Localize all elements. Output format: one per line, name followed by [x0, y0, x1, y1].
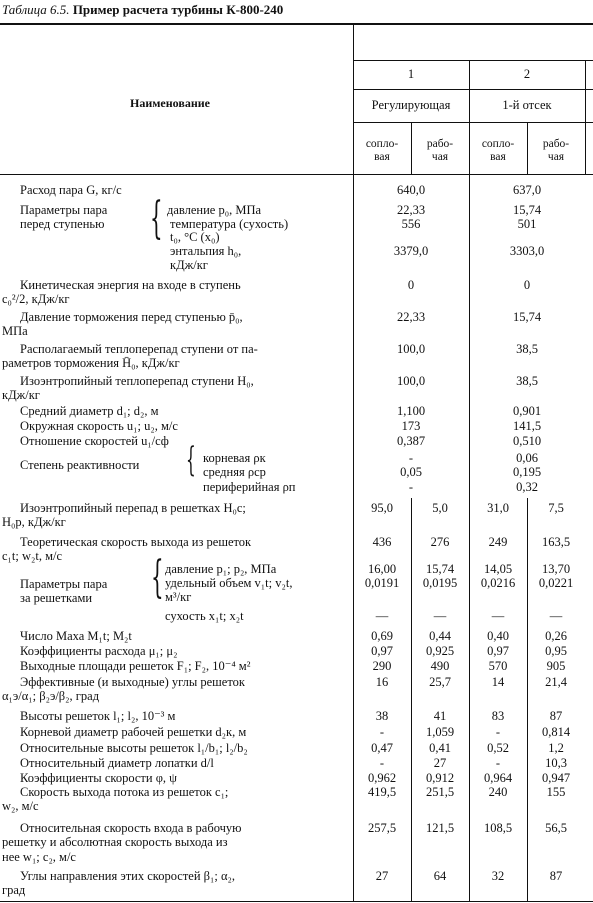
- table-cell: 108,5: [483, 821, 513, 835]
- table-label: Таблица 6.5.: [2, 2, 70, 17]
- header-rotor2-a: рабо-: [542, 138, 570, 150]
- brace-params-before: {: [150, 193, 163, 244]
- table-cell: 141,5: [512, 419, 542, 433]
- group-label: Параметры пара: [20, 577, 108, 591]
- table-cell: 38,5: [516, 342, 538, 356]
- row-label: средняя ρср: [203, 465, 266, 479]
- header-name: Наименование: [130, 96, 210, 110]
- header-stage1: Регулирующая: [371, 98, 451, 112]
- table-cell: 0,925: [425, 644, 455, 658]
- rule-v-sub2: [527, 498, 528, 901]
- table-cell: 419,5: [367, 785, 397, 799]
- rule-head-2: [353, 89, 593, 90]
- table-cell: —: [491, 609, 505, 623]
- row-label: c₁t; w₂t, м/с: [2, 549, 63, 563]
- table-cell: 0,0191: [364, 576, 400, 590]
- table-cell: 87: [549, 869, 563, 883]
- table-cell: 32: [491, 869, 505, 883]
- row-label: Эффективные (и выходные) углы решеток: [20, 675, 245, 689]
- row-label: Углы направления этих скоростей β₁; α₂,: [20, 869, 236, 883]
- row-label: Теоретическая скорость выхода из решеток: [20, 535, 252, 549]
- table-cell: 14: [491, 675, 505, 689]
- table-cell: 22,33: [396, 310, 426, 324]
- table-cell: —: [549, 609, 563, 623]
- table-cell: 0,52: [487, 741, 509, 755]
- row-label: решетку и абсолютная скорость выхода из: [2, 835, 228, 849]
- header-rotor1-a: рабо-: [426, 138, 454, 150]
- table-cell: -: [408, 480, 414, 494]
- row-label: Отношение скоростей u₁/cф: [20, 434, 169, 448]
- table-cell: —: [375, 609, 389, 623]
- row-label: t₀, °C (x₀): [170, 230, 220, 244]
- row-label: нее w₁; c₂, м/с: [2, 850, 76, 864]
- table-cell: 276: [430, 535, 450, 549]
- table-cell: 163,5: [541, 535, 571, 549]
- table-cell: 0,26: [545, 629, 567, 643]
- row-label: Изоэнтропийный перепад в решетках H₀с;: [20, 501, 246, 515]
- table-cell: -: [379, 725, 385, 739]
- table-cell: 637,0: [512, 183, 542, 197]
- header-rotor2-b: чая: [547, 151, 565, 163]
- table-cell: 501: [517, 217, 537, 231]
- table-cell: 121,5: [425, 821, 455, 835]
- table-cell: 100,0: [396, 342, 426, 356]
- rule-bottom: [0, 901, 593, 902]
- table-cell: 16,00: [367, 562, 397, 576]
- table-cell: 14,05: [483, 562, 513, 576]
- table-cell: 251,5: [425, 785, 455, 799]
- header-nozzle2-b: вая: [490, 151, 506, 163]
- table-cell: 21,4: [545, 675, 567, 689]
- table-cell: 0,814: [541, 725, 571, 739]
- table-cell: -: [495, 725, 501, 739]
- table-cell: 290: [372, 659, 392, 673]
- table-cell: 1,059: [425, 725, 455, 739]
- table-cell: 0,962: [367, 771, 397, 785]
- table-cell: 0,97: [487, 644, 509, 658]
- table-cell: 38,5: [516, 374, 538, 388]
- table-cell: 0,47: [371, 741, 393, 755]
- table-cell: 3303,0: [509, 244, 545, 258]
- row-label: c₀²/2, кДж/кг: [2, 292, 70, 306]
- table-cell: 249: [488, 535, 508, 549]
- table-cell: 0,06: [516, 451, 538, 465]
- table-cell: 13,70: [541, 562, 571, 576]
- row-label: кДж/кг: [2, 388, 40, 402]
- brace-reactivity: {: [186, 440, 196, 480]
- table-cell: 38: [375, 709, 389, 723]
- row-label: w₂, м/с: [2, 799, 39, 813]
- row-label: Коэффициенты скорости φ, ψ: [20, 771, 177, 785]
- table-cell: 0,0216: [480, 576, 516, 590]
- table-cell: 173: [401, 419, 421, 433]
- table-cell: 56,5: [545, 821, 567, 835]
- rule-head-1: [353, 60, 593, 61]
- table-cell: 0,0221: [538, 576, 574, 590]
- table-cell: 0,964: [483, 771, 513, 785]
- table-cell: 1,2: [548, 741, 564, 755]
- group-label-2: перед ступенью: [20, 217, 105, 231]
- table-cell: 0,69: [371, 629, 393, 643]
- group-label: Степень реактивности: [20, 458, 140, 472]
- table-cell: 1,100: [396, 404, 426, 418]
- table-caption: [2, 3, 283, 16]
- row-label: Корневой диаметр рабочей решетки d₂к, м: [20, 725, 247, 739]
- row-label: Окружная скорость u₁; u₂, м/с: [20, 419, 178, 433]
- row-label: Расход пара G, кг/с: [20, 183, 122, 197]
- table-cell: 0,97: [371, 644, 393, 658]
- table-cell: 83: [491, 709, 505, 723]
- table-cell: 0,510: [512, 434, 542, 448]
- rule-v-right: [585, 60, 586, 174]
- table-cell: 25,7: [429, 675, 451, 689]
- row-label: давление p₀, МПа: [167, 203, 262, 217]
- table-cell: 87: [549, 709, 563, 723]
- table-cell: 27: [375, 869, 389, 883]
- table-cell: 41: [433, 709, 447, 723]
- table-cell: 0,05: [400, 465, 422, 479]
- table-cell: 0: [407, 278, 415, 292]
- table-cell: 100,0: [396, 374, 426, 388]
- row-label: сухость x₁t; x₂t: [165, 609, 244, 623]
- group-label-2: за решетками: [20, 591, 93, 605]
- table-cell: 155: [546, 785, 566, 799]
- table-cell: 570: [488, 659, 508, 673]
- table-cell: 0,947: [541, 771, 571, 785]
- table-cell: 15,74: [425, 562, 455, 576]
- table-cell: 0,901: [512, 404, 542, 418]
- table-cell: 490: [430, 659, 450, 673]
- table-cell: 95,0: [371, 501, 393, 515]
- brace-params-after: {: [151, 552, 164, 603]
- header-stage2: 1-й отсек: [502, 98, 552, 112]
- row-label: Средний диаметр d₁; d₂, м: [20, 404, 159, 418]
- group-label: Параметры пара: [20, 203, 108, 217]
- table-cell: 16: [375, 675, 389, 689]
- row-label: раметров торможения H̄₀, кДж/кг: [2, 356, 180, 370]
- row-label: удельный объем v₁t; v₂t,: [165, 576, 293, 590]
- table-cell: 31,0: [487, 501, 509, 515]
- table-cell: 640,0: [396, 183, 426, 197]
- row-label: периферийная ρп: [203, 480, 296, 494]
- header-nozzle1-a: сопло-: [365, 138, 399, 150]
- row-label: Относительный диаметр лопатки d/l: [20, 756, 214, 770]
- row-label: α₁э/α₁; β₂э/β₂, град: [2, 689, 100, 703]
- table-cell: 64: [433, 869, 447, 883]
- row-label: Выходные площади решеток F₁; F₂, 10⁻⁴ м²: [20, 659, 251, 673]
- row-label: Кинетическая энергия на входе в ступень: [20, 278, 241, 292]
- row-label: град: [2, 883, 26, 897]
- table-cell: 0,95: [545, 644, 567, 658]
- row-label: Относительная скорость входа в рабочую: [20, 821, 242, 835]
- table-cell: 0,40: [487, 629, 509, 643]
- row-label: температура (сухость): [170, 217, 289, 231]
- row-label: Высоты решеток l₁; l₂, 10⁻³ м: [20, 709, 176, 723]
- table-cell: -: [408, 451, 414, 465]
- table-cell: 436: [372, 535, 392, 549]
- row-label: Число Маха M₁t; M₂t: [20, 629, 132, 643]
- table-cell: —: [433, 609, 447, 623]
- header-col1: 1: [407, 67, 415, 81]
- row-label: энтальпия h₀,: [170, 244, 242, 258]
- table-cell: 905: [546, 659, 566, 673]
- rule-head-bottom: [0, 174, 593, 175]
- table-cell: 0,387: [396, 434, 426, 448]
- row-label: Коэффициенты расхода μ₁; μ₂: [20, 644, 178, 658]
- table-cell: 257,5: [367, 821, 397, 835]
- table-cell: 0,41: [429, 741, 451, 755]
- row-label: H₀р, кДж/кг: [2, 515, 66, 529]
- table-cell: 10,3: [545, 756, 567, 770]
- row-label: корневая ρк: [203, 451, 266, 465]
- row-label: кДж/кг: [170, 258, 208, 272]
- table-title: Пример расчета турбины К-800-240: [72, 2, 284, 17]
- table-cell: -: [495, 756, 501, 770]
- row-label: Изоэнтропийный теплоперепад ступени H₀,: [20, 374, 254, 388]
- row-label: Скорость выхода потока из решеток c₁;: [20, 785, 229, 799]
- table-cell: 3379,0: [393, 244, 429, 258]
- row-label: Располагаемый теплоперепад ступени от па-: [20, 342, 258, 356]
- table-cell: 240: [488, 785, 508, 799]
- table-cell: 7,5: [548, 501, 564, 515]
- header-nozzle1-b: вая: [374, 151, 390, 163]
- row-label: давление p₁; p₂, МПа: [165, 562, 277, 576]
- header-rotor1-b: чая: [431, 151, 449, 163]
- rule-head-3: [353, 122, 593, 123]
- table-cell: -: [379, 756, 385, 770]
- rule-top: [0, 23, 593, 25]
- table-cell: 27: [433, 756, 447, 770]
- table-cell: 556: [401, 217, 421, 231]
- table-cell: 15,74: [512, 310, 542, 324]
- row-label: МПа: [2, 324, 28, 338]
- table-cell: 0,32: [516, 480, 538, 494]
- row-label: Относительные высоты решеток l₁/b₁; l₂/b₂: [20, 741, 248, 755]
- table-cell: 0,44: [429, 629, 451, 643]
- header-col2: 2: [523, 67, 531, 81]
- table-cell: 5,0: [432, 501, 448, 515]
- rule-v-sub1: [411, 498, 412, 901]
- row-label: Давление торможения перед ступенью p̄₀,: [20, 310, 243, 324]
- table-cell: 22,33: [396, 203, 426, 217]
- table-cell: 0,0195: [422, 576, 458, 590]
- table-cell: 0,912: [425, 771, 455, 785]
- table-cell: 15,74: [512, 203, 542, 217]
- table-cell: 0: [523, 278, 531, 292]
- table-cell: 0,195: [512, 465, 542, 479]
- row-label: м³/кг: [165, 590, 192, 604]
- header-nozzle2-a: сопло-: [481, 138, 515, 150]
